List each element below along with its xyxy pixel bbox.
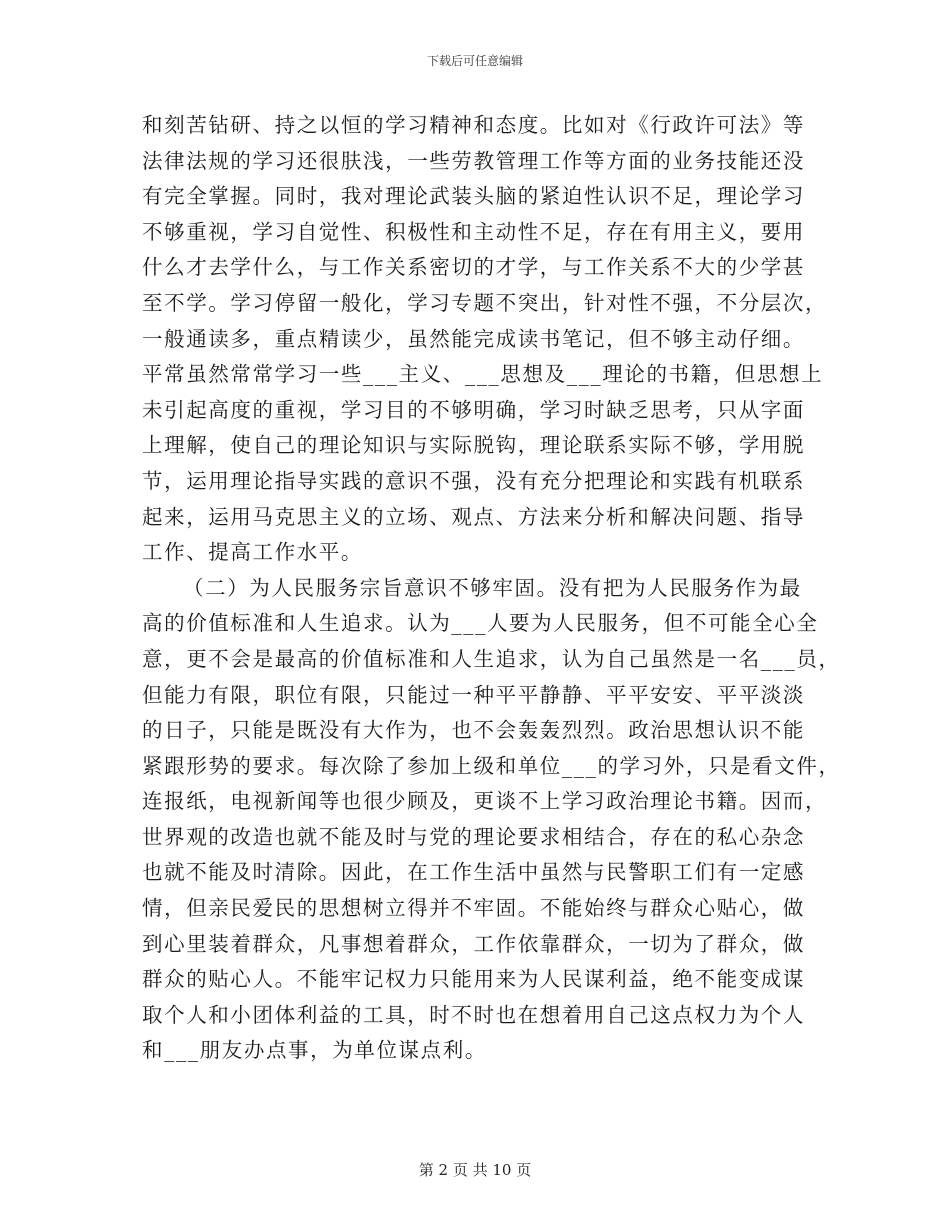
text-line: 意，更不会是最高的价值标准和人生追求，认为自己虽然是一名___员， (142, 646, 841, 671)
text-line: 情，但亲民爱民的思想树立得并不牢固。不能始终与群众心贴心，做 (142, 896, 805, 921)
text-line: 和___朋友办点事，为单位谋点利。 (142, 1038, 487, 1063)
text-line: 工作、提高工作水平。 (142, 540, 363, 565)
document-body (142, 108, 841, 1069)
text-line: 平常虽然常常学习一些___主义、___思想及___理论的书籍，但思想上 (142, 362, 824, 387)
text-line: （二）为人民服务宗旨意识不够牢固。没有把为人民服务作为最 (183, 575, 802, 600)
text-line: 未引起高度的重视，学习目的不够明确，学习时缺乏思考，只从字面 (142, 397, 805, 422)
page-number-footer: 第 2 页 共 10 页 (418, 1161, 532, 1179)
text-line: 连报纸，电视新闻等也很少顾及，更谈不上学习政治理论书籍。因而， (142, 789, 828, 814)
text-line: 的日子，只能是既没有大作为，也不会轰轰烈烈。政治思想认识不能 (142, 718, 805, 743)
text-line: 起来，运用马克思主义的立场、观点、方法来分析和解决问题、指导 (142, 504, 805, 529)
text-line: 高的价值标准和人生追求。认为___人要为人民服务，但不可能全心全 (142, 611, 819, 636)
text-line: 什么才去学什么，与工作关系密切的才学，与工作关系不大的少学甚 (142, 255, 805, 280)
text-line: 有完全掌握。同时，我对理论武装头脑的紧迫性认识不足，理论学习 (142, 184, 805, 209)
text-line: 到心里装着群众，凡事想着群众，工作依靠群众，一切为了群众，做 (142, 931, 805, 956)
text-line: 世界观的改造也就不能及时与党的理论要求相结合，存在的私心杂念 (142, 824, 805, 849)
text-line: 但能力有限，职位有限，只能过一种平平静静、平平安安、平平淡淡 (142, 682, 805, 707)
text-line: 和刻苦钻研、持之以恒的学习精神和态度。比如对《行政许可法》等 (142, 113, 805, 137)
text-line: 不够重视，学习自觉性、积极性和主动性不足，存在有用主义，要用 (142, 219, 805, 244)
text-line: 法律法规的学习还很肤浅，一些劳教管理工作等方面的业务技能还没 (142, 148, 805, 173)
text-line: 至不学。学习停留一般化，学习专题不突出，针对性不强，不分层次， (142, 290, 828, 315)
text-line: 群众的贴心人。不能牢记权力只能用来为人民谋利益，绝不能变成谋 (142, 967, 805, 992)
text-line: 一般通读多，重点精读少，虽然能完成读书笔记，但不够主动仔细。 (142, 326, 805, 351)
text-line: 上理解，使自己的理论知识与实际脱钩，理论联系实际不够，学用脱 (142, 433, 805, 458)
text-line: 节，运用理论指导实践的意识不强，没有充分把理论和实践有机联系 (142, 468, 805, 493)
text-line: 也就不能及时清除。因此，在工作生活中虽然与民警职工们有一定感 (142, 860, 805, 885)
paragraph-1 (142, 108, 828, 571)
text-line: 取个人和小团体利益的工具，时不时也在想着用自己这点权力为个人 (142, 1002, 805, 1027)
text-line: 紧跟形势的要求。每次除了参加上级和单位___的学习外，只是看文件， (142, 753, 841, 778)
page-header: 下载后可任意编辑 (426, 54, 523, 68)
paragraph-2 (142, 571, 841, 1069)
